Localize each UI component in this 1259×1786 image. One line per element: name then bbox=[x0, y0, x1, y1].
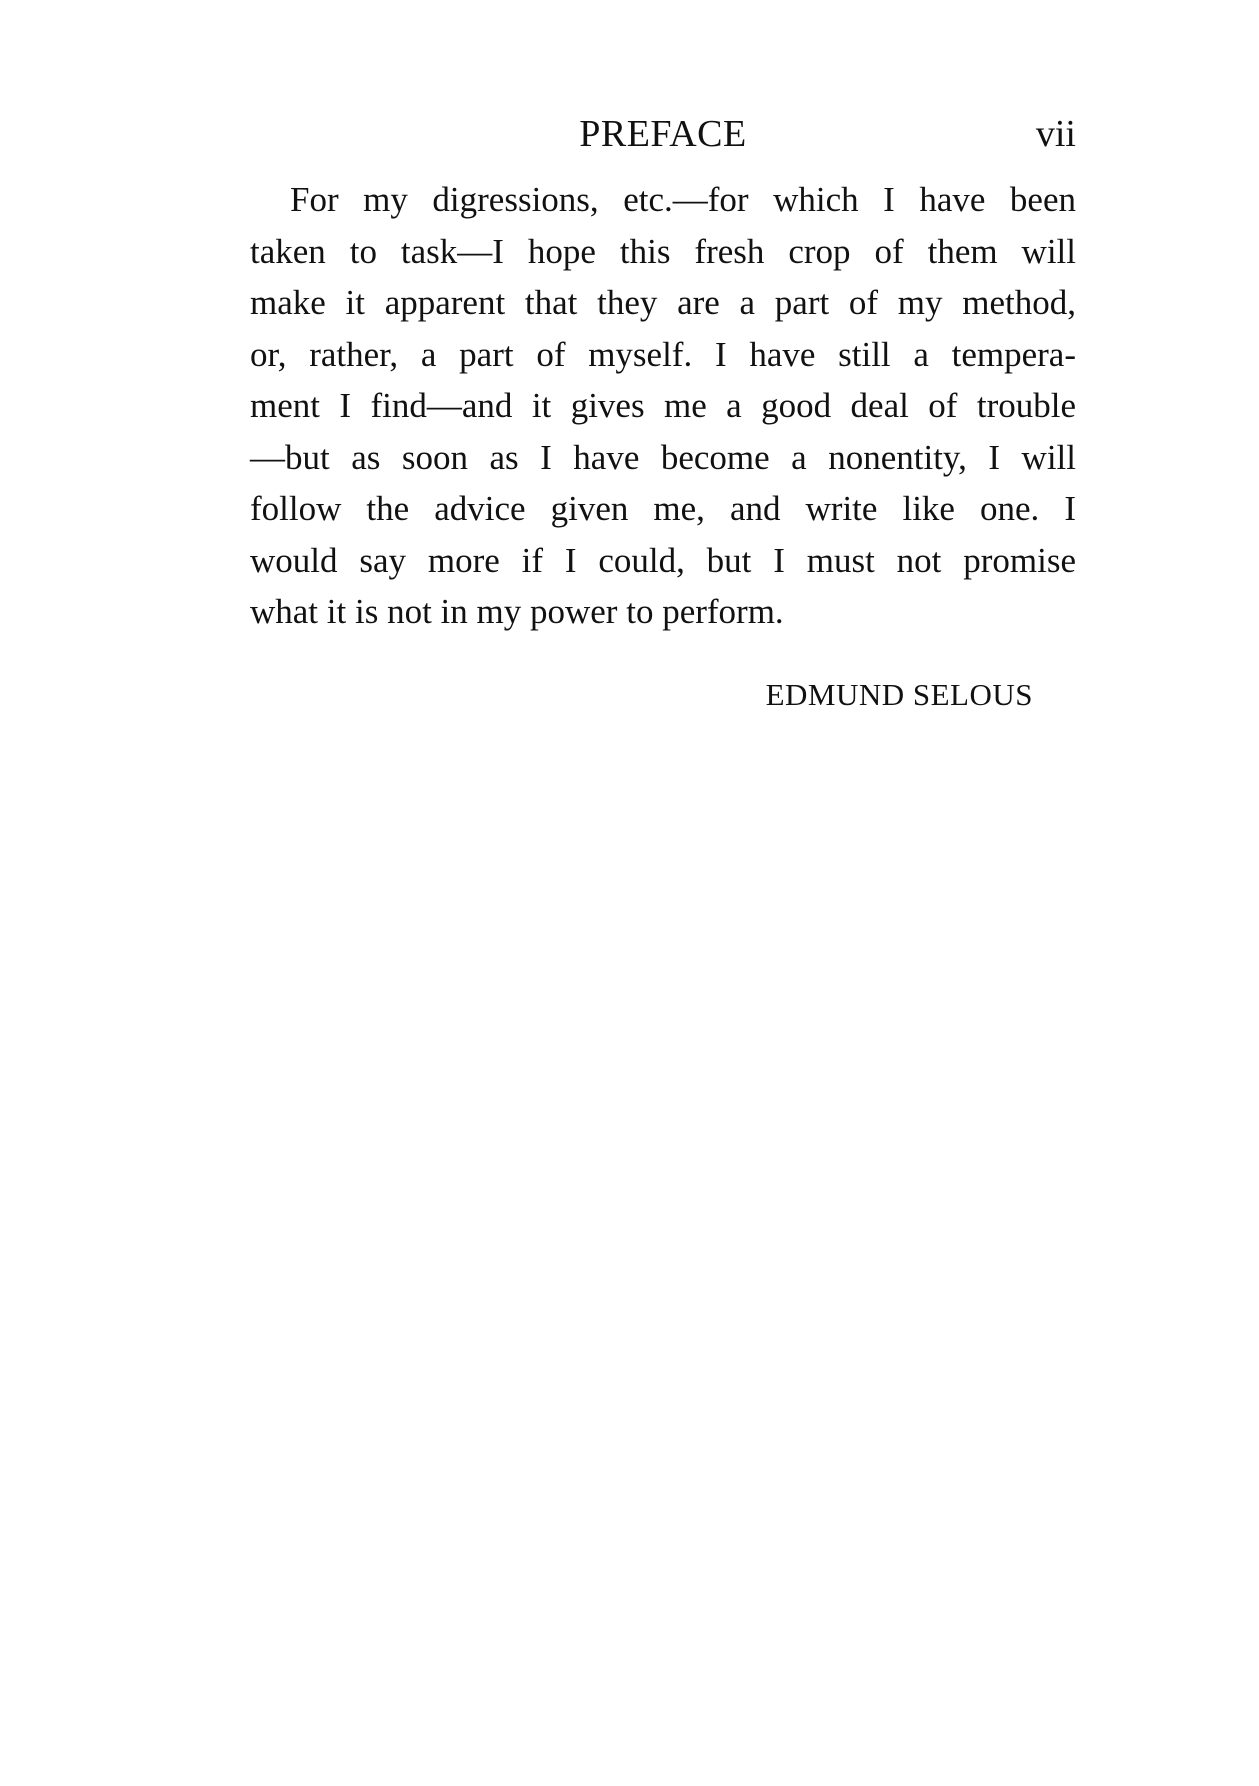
text-line: follow the advice given me, and write like one. I bbox=[250, 489, 1076, 528]
text-line: ment I find—and it gives me a good deal of trouble bbox=[250, 386, 1076, 425]
text-line: —but as soon as I have become a nonentity, I will bbox=[250, 437, 1076, 477]
author-signature: EDMUND SELOUS bbox=[765, 677, 1033, 712]
running-head bbox=[250, 108, 1076, 160]
text-line: taken to task—I hope this fresh crop of them will bbox=[250, 231, 1076, 271]
page-number: vii bbox=[1035, 113, 1076, 155]
text-line: would say more if I could, but I must not promise bbox=[250, 540, 1076, 580]
text-line: make it apparent that they are a part of my method, bbox=[250, 283, 1076, 322]
preface-paragraph bbox=[250, 174, 1076, 638]
running-title: PREFACE bbox=[579, 113, 747, 155]
text-line: For my digressions, etc.—for which I have been bbox=[290, 180, 1076, 219]
text-line: or, rather, a part of myself. I have still a tempera- bbox=[250, 334, 1076, 374]
text-line: what it is not in my power to perform. bbox=[250, 592, 784, 631]
